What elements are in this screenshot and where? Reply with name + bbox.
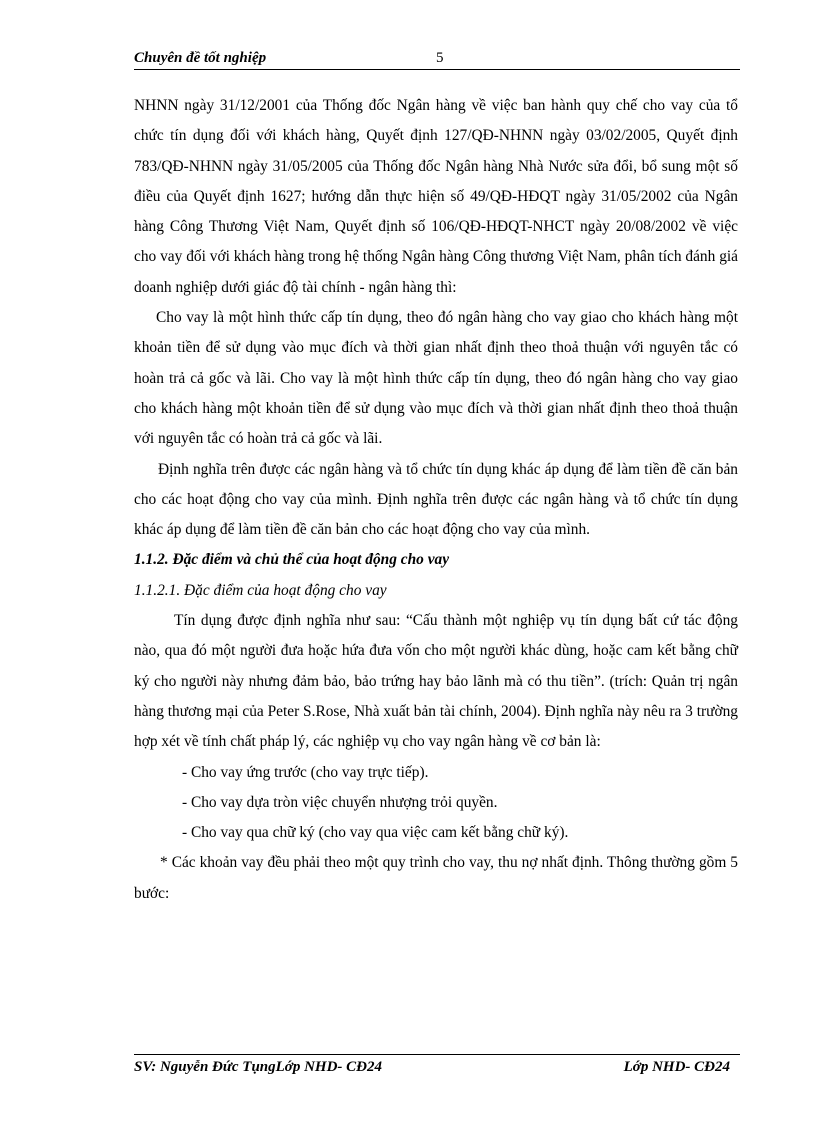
- footer-class: Lớp NHD- CĐ24: [623, 1059, 730, 1075]
- body-paragraph: * Các khoản vay đều phải theo một quy trình cho vay, thu nợ nhất định. Thông thường gồm 5 bước:: [134, 854, 738, 902]
- body-paragraph: Cho vay là một hình thức cấp tín dụng, theo đó ngân hàng cho vay giao cho khách hàng một khoản tiền để sử dụng vào mục đích và thời gian nhất định theo thoả thuận với nguyên tắc có hoàn trả cả gốc và lãi. Cho vay là một hình thức cấp tín dụng, theo đó ngân hàng cho vay giao cho khách hàng một khoản tiền để sử dụng vào mục đích và thời gian nhất định theo thoả thuận với nguyên tắc có hoàn trả cả gốc và lãi.: [134, 309, 738, 448]
- list-item: - Cho vay qua chữ ký (cho vay qua việc cam kết bằng chữ ký).: [182, 824, 569, 842]
- footer-divider: [134, 1054, 740, 1055]
- list-item: - Cho vay dựa tròn việc chuyển nhượng trỏi quyền.: [182, 793, 498, 811]
- header-divider: [134, 69, 740, 70]
- page-number: 5: [436, 50, 444, 66]
- header-title: Chuyên đề tốt nghiệp: [134, 50, 267, 66]
- section-heading: 1.1.2. Đặc điểm và chủ thể của hoạt động cho vay: [134, 551, 450, 569]
- footer-student: SV: Nguyễn Đức TụngLớp NHD- CĐ24: [134, 1059, 383, 1075]
- page-header: [134, 50, 740, 70]
- list-item: - Cho vay ứng trước (cho vay trực tiếp).: [182, 763, 429, 781]
- body-paragraph: Tín dụng được định nghĩa như sau: “Cấu thành một nghiệp vụ tín dụng bất cứ tác động nào, qua đó một người đưa hoặc hứa đưa vốn cho một người khác dùng, hoặc cam kết bằng chữ ký cho người này nhưng đảm bảo, bảo trứng hay bảo lãnh mà có thu tiền”. (trích: Quản trị ngân hàng thương mại của Peter S.Rose, Nhà xuất bản tài chính, 2004). Định nghĩa này nêu ra 3 trường hợp xét về tính chất pháp lý, các nghiệp vụ cho vay ngân hàng về cơ bản là:: [134, 612, 738, 751]
- subsection-heading: 1.1.2.1. Đặc điểm của hoạt động cho vay: [134, 581, 387, 599]
- body-paragraph: NHNN ngày 31/12/2001 của Thống đốc Ngân hàng về việc ban hành quy chế cho vay của tổ chức tín dụng đối với khách hàng, Quyết định 127/QĐ-NHNN ngày 03/02/2005, Quyết định 783/QĐ-NHNN ngày 31/05/2005 của Thống đốc Ngân hàng Nhà Nước sửa đổi, bổ sung một số điều của Quyết định 1627; hướng dẫn thực hiện số 49/QĐ-HĐQT ngày 31/05/2002 của Ngân hàng Công Thương Việt Nam, Quyết định số 106/QĐ-HĐQT-NHCT ngày 20/08/2002 về việc cho vay đối với khách hàng trong hệ thống Ngân hàng Công thương Việt Nam, phân tích đánh giá doanh nghiệp dưới giác độ tài chính - ngân hàng thì:: [134, 97, 738, 296]
- body-paragraph: Định nghĩa trên được các ngân hàng và tổ chức tín dụng khác áp dụng để làm tiền đề căn bản cho các hoạt động cho vay của mình. Định nghĩa trên được các ngân hàng và tổ chức tín dụng khác áp dụng để làm tiền đề căn bản cho các hoạt động cho vay của mình.: [134, 460, 738, 539]
- page-body: [134, 91, 738, 909]
